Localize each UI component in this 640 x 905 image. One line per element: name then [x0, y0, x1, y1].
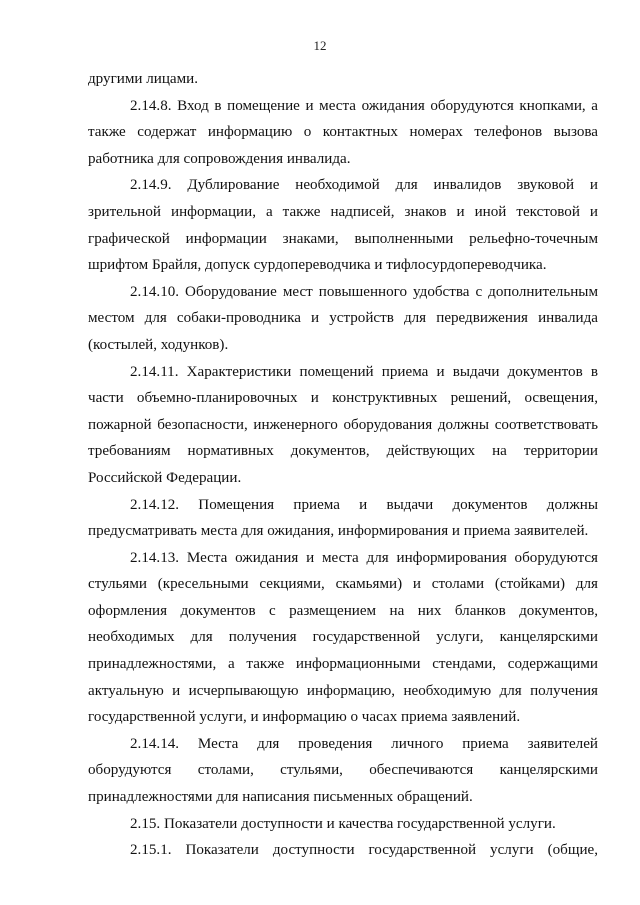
- text-line: стульями (кресельными секциями, скамьями) и столами (стойками) для: [88, 576, 598, 593]
- text-line: 2.15. Показатели доступности и качества государственной услуги.: [130, 815, 556, 832]
- text-line: зрительной информации, а также надписей, знаков и иной текстовой и: [88, 203, 598, 220]
- text-line: необходимых для получения государственной услуги, канцелярскими: [88, 629, 598, 646]
- text-line: принадлежностями для написания письменных обращений.: [88, 789, 473, 806]
- text-line: 2.14.9. Дублирование необходимой для инвалидов звуковой и: [130, 177, 598, 194]
- text-line: (костылей, ходунков).: [88, 336, 229, 353]
- text-line: 2.14.12. Помещения приема и выдачи документов должны: [130, 496, 598, 513]
- text-line: требованиям нормативных документов, действующих на территории: [88, 443, 598, 460]
- text-line: 2.14.8. Вход в помещение и места ожидания оборудуются кнопками, а: [130, 97, 598, 114]
- text-line: принадлежностями, а также информационными стендами, содержащими: [88, 656, 598, 673]
- page-number: 12: [313, 38, 327, 53]
- text-line: 2.14.10. Оборудование мест повышенного удобства с дополнительным: [130, 283, 598, 300]
- text-line: 2.14.11. Характеристики помещений приема и выдачи документов в: [130, 363, 598, 380]
- text-line: части объемно-планировочных и конструктивных решений, освещения,: [88, 390, 598, 407]
- text-line: Российской Федерации.: [88, 469, 242, 486]
- text-line: работника для сопровождения инвалида.: [88, 150, 351, 167]
- text-line: 2.14.14. Места для проведения личного приема заявителей: [130, 735, 598, 752]
- text-line: оформления документов с размещением на них бланков документов,: [88, 602, 598, 619]
- text-line: актуальную и исчерпывающую информацию, необходимую для получения: [88, 682, 598, 699]
- text-line: предусматривать места для ожидания, информирования и приема заявителей.: [88, 523, 589, 540]
- text-line: оборудуются столами, стульями, обеспечиваются канцелярскими: [88, 762, 598, 779]
- body-text: [88, 66, 598, 864]
- text-line: шрифтом Брайля, допуск сурдопереводчика и тифлосурдопереводчика.: [88, 257, 547, 274]
- text-line: другими лицами.: [88, 71, 199, 87]
- text-line: пожарной безопасности, инженерного оборудования должны соответствовать: [88, 416, 598, 433]
- text-line: 2.15.1. Показатели доступности государственной услуги (общие,: [130, 842, 598, 859]
- text-line: графической информации знаками, выполненными рельефно-точечным: [88, 230, 598, 247]
- text-line: государственной услуги, и информацию о часах приема заявлений.: [88, 709, 521, 726]
- text-line: также содержат информацию о контактных номерах телефонов вызова: [88, 124, 598, 141]
- text-line: 2.14.13. Места ожидания и места для информирования оборудуются: [130, 549, 598, 566]
- text-line: местом для собаки-проводника и устройств для передвижения инвалида: [88, 310, 598, 327]
